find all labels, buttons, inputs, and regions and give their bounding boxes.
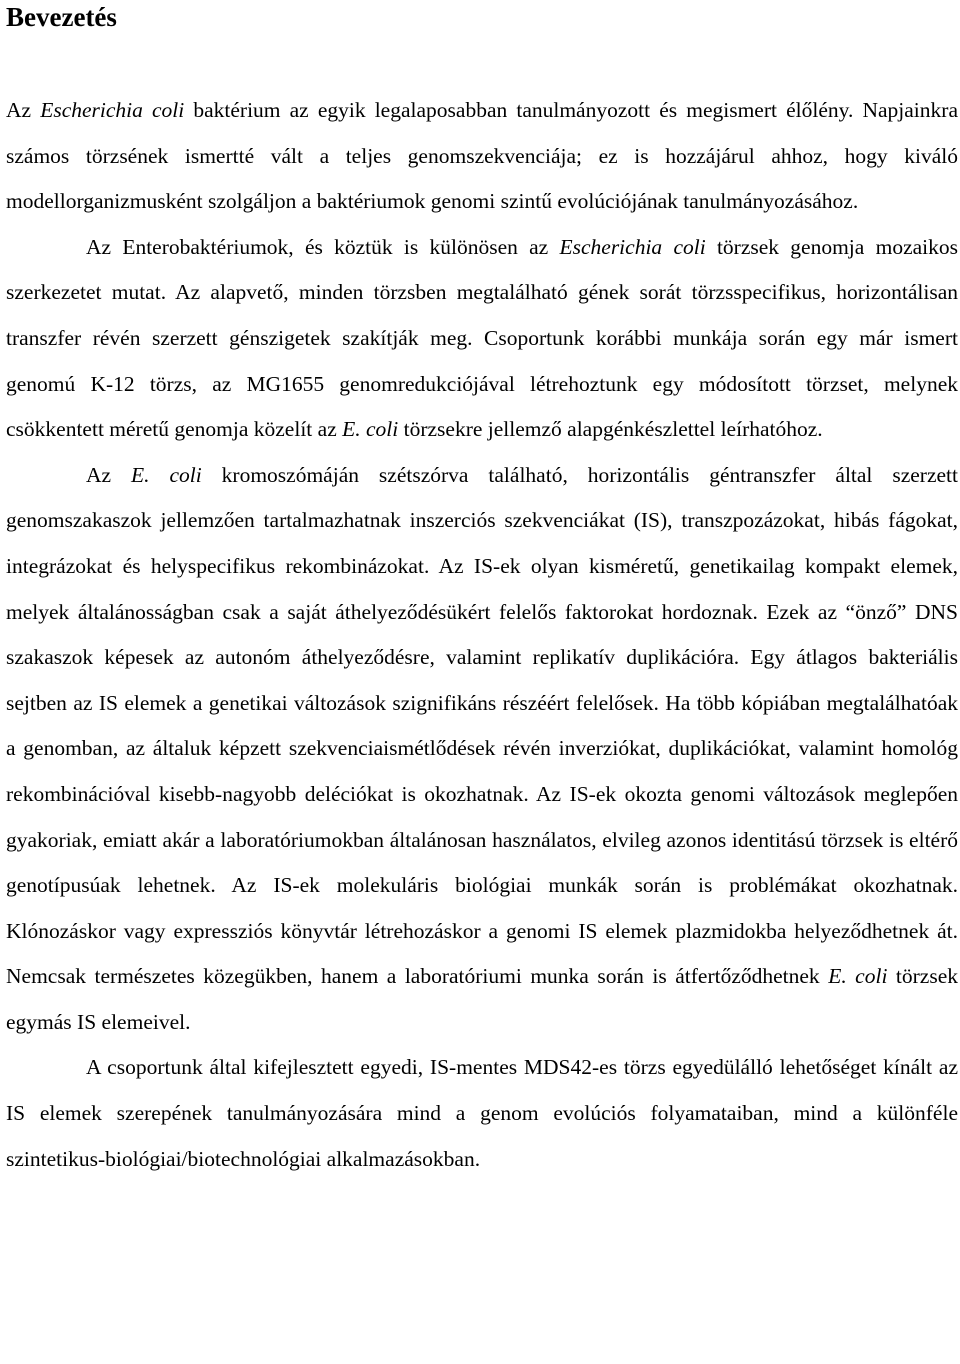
text-run: törzsekre jellemző alapgénkészlettel leírhatóhoz. [398, 417, 823, 442]
text-run: törzsek genomja mozaikos szerkezetet mutat. Az alapvető, minden törzsben megtalálható gének sorát törzsspecifikus, horizontálisan transzfer révén szerzett génszigetek szakítják meg. Csoportunk korábbi munkája során egy már ismert genomú K-12 törzs, az MG1655 genomredukciójával létrehoztunk egy módosított törzset, melynek csökkentett méretű genomja közelít az [6, 234, 958, 442]
text-run: Az [86, 462, 132, 487]
section-heading: Bevezetés [6, 2, 117, 32]
text-run: Az Enterobaktériumok, és köztük is különösen az [86, 234, 560, 259]
paragraph-2 [6, 225, 958, 453]
species-name-italic: E. coli [828, 964, 888, 989]
species-name-italic: E. coli [342, 417, 399, 442]
species-name-italic: E. coli [131, 462, 202, 487]
text-run: Az [6, 98, 41, 122]
text-run: törzsek egymás IS elemeivel. [6, 964, 959, 1034]
paragraph-4 [6, 1045, 958, 1182]
text-run: baktérium az egyik legalaposabban tanulmányozott és megismert élőlény. Napjainkra számos törzsének ismertté vált a teljes genomszekvenciája; ez is hozzájárul ahhoz, hogy kiváló modellorganizmusként szolgáljon a baktériumok genomi szintű evolúciójának tanulmányozásához. [6, 98, 958, 214]
paragraph-1 [6, 88, 958, 225]
species-name-italic: Escherichia coli [40, 98, 185, 122]
paragraph-3 [6, 453, 958, 1046]
text-run: kromoszómáján szétszórva található, horizontális géntranszfer által szerzett genomszakaszok jellemzően tartalmazhatnak inszerciós szekvenciákat (IS), transzpozázokat, hibás fágokat, integrázokat és helyspecifikus rekombinázokat. Az IS-ek olyan kisméretű, genetikailag kompakt elemek, melyek általánosságban csak a saját áthelyeződésükért felelős faktorokat hordoznak. Ezek az “önző” DNS szakaszok képesek az autonóm áthelyeződésre, valamint replikatív duplikációra. Egy átlagos bakteriális sejtben az IS elemek a genetikai változások szignifikáns részéért felelősek. Ha több kópiában megtalálhatóak a genomban, az általuk képzett szekvenciaismétlődések révén inverziókat, duplikációkat, valamint homológ rekombinációval kisebb-nagyobb deléciókat is okozhatnak. Az IS-ek okozta genomi változások meglepően gyakoriak, emiatt akár a laboratóriumokban általánosan használatos, elvileg azonos identitású törzsek is eltérő genotípusúak lehetnek. Az IS-ek molekuláris biológiai munkák során is problémákat okozhatnak. Klónozáskor vagy expressziós könyvtár létrehozáskor a genomi IS elemek plazmidokba helyeződhetnek át. Nemcsak természetes közegükben, hanem a laboratóriumi munka során is átfertőződhetnek [6, 462, 958, 989]
text-run: A csoportunk által kifejlesztett egyedi, IS-mentes MDS42-es törzs egyedülálló lehetőséget kínált az IS elemek szerepének tanulmányozására mind a genom evolúciós folyamataiban, mind a különféle szintetikus-biológiai/biotechnológiai alkalmazásokban. [6, 1055, 958, 1171]
species-name-italic: Escherichia coli [559, 234, 706, 259]
body-text [6, 88, 958, 1182]
